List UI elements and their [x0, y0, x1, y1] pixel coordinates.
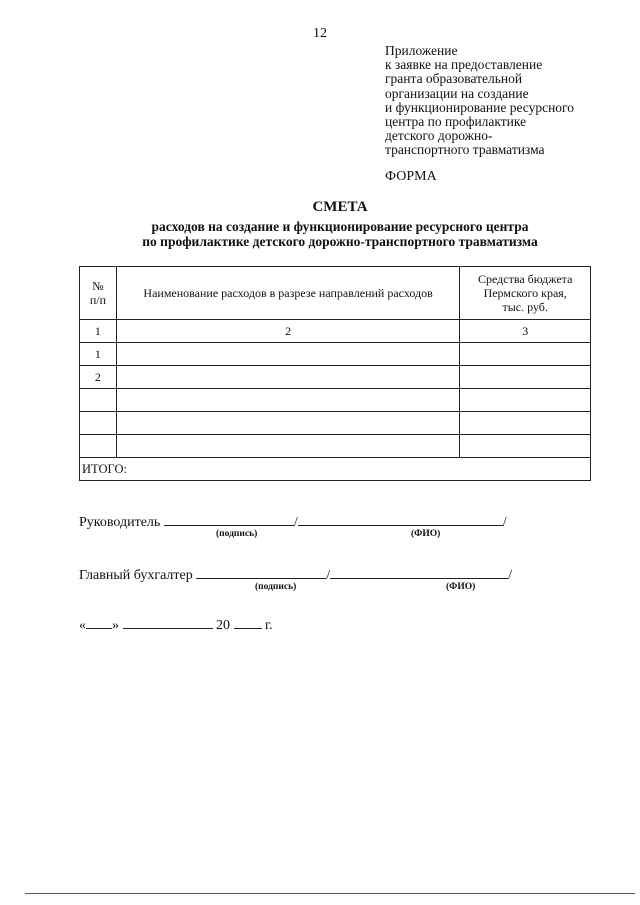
- table-row: [80, 435, 591, 458]
- table-row: [80, 389, 591, 412]
- head-name-field[interactable]: [298, 511, 503, 526]
- appendix-note: [385, 44, 625, 158]
- subtitle-line: по профилактике детского дорожно-транспортного травматизма: [142, 233, 538, 249]
- head-signature-line: [79, 511, 507, 531]
- appendix-line: центра по профилактике: [385, 114, 527, 130]
- table-index-row: [80, 320, 591, 343]
- appendix-line: транспортного травматизма: [385, 142, 545, 158]
- header-funds-line3: тыс. руб.: [502, 300, 548, 314]
- date-open-quote: «: [79, 618, 86, 633]
- accountant-sign-caption: (подпись): [255, 582, 297, 592]
- row-funds-cell: [460, 412, 591, 435]
- row-number-cell: 2: [80, 366, 117, 389]
- subtitle-line: расходов на создание и функционирование ресурсного центра: [151, 219, 529, 234]
- appendix-line: гранта образовательной: [385, 71, 523, 87]
- header-number-line1: №: [92, 279, 104, 293]
- row-name-cell: [116, 343, 460, 366]
- date-close-quote: »: [112, 618, 119, 633]
- accountant-signature-field[interactable]: [196, 564, 326, 579]
- header-funds-line2: Пермского края,: [483, 286, 567, 300]
- table-header-row: [80, 267, 591, 320]
- footer-rule: [25, 893, 635, 894]
- date-year-suffix: г.: [265, 618, 273, 633]
- date-month-field[interactable]: [123, 614, 213, 629]
- accountant-name-field[interactable]: [330, 564, 508, 579]
- header-expense-name: Наименование расходов в разрезе направлений расходов: [116, 267, 460, 320]
- estimate-table: [79, 266, 591, 481]
- index-cell: 3: [460, 320, 591, 343]
- index-cell: 2: [116, 320, 460, 343]
- date-line: [79, 614, 273, 634]
- slash: /: [502, 515, 507, 530]
- row-name-cell: [116, 435, 460, 458]
- head-label: Руководитель: [79, 515, 161, 530]
- row-number-cell: [80, 412, 117, 435]
- row-name-cell: [116, 412, 460, 435]
- row-funds-cell: [460, 435, 591, 458]
- row-name-cell: [116, 389, 460, 412]
- head-name-caption: (ФИО): [411, 529, 441, 539]
- header-funds-line1: Средства бюджета: [477, 272, 573, 286]
- table-row: [80, 366, 591, 389]
- index-cell: 1: [80, 320, 117, 343]
- row-number-cell: [80, 389, 117, 412]
- accountant-signature-line: [79, 564, 512, 584]
- document-subtitle: [0, 220, 640, 249]
- document-title: СМЕТА: [312, 199, 368, 215]
- row-funds-cell: [460, 389, 591, 412]
- slash: /: [508, 568, 513, 583]
- appendix-line: организации на создание: [385, 85, 529, 101]
- appendix-line: и функционирование ресурсного: [385, 99, 575, 115]
- row-number-cell: [80, 435, 117, 458]
- appendix-line: к заявке на предоставление: [385, 57, 543, 73]
- row-number-cell: 1: [80, 343, 117, 366]
- date-year-field[interactable]: [234, 614, 262, 629]
- row-funds-cell: [460, 366, 591, 389]
- row-name-cell: [116, 366, 460, 389]
- row-funds-cell: [460, 343, 591, 366]
- appendix-line: детского дорожно-: [385, 128, 493, 144]
- table-total-row: [80, 458, 591, 481]
- page-number: 12: [313, 26, 327, 41]
- header-number-line2: п/п: [89, 293, 107, 307]
- slash: /: [293, 515, 298, 530]
- head-signature-field[interactable]: [164, 511, 294, 526]
- form-label: ФОРМА: [385, 169, 437, 184]
- accountant-label: Главный бухгалтер: [79, 568, 193, 583]
- header-number: [80, 267, 117, 320]
- slash: /: [326, 568, 331, 583]
- appendix-line: Приложение: [385, 43, 458, 58]
- header-budget-funds: [460, 267, 591, 320]
- head-sign-caption: (подпись): [216, 529, 258, 539]
- accountant-name-caption: (ФИО): [446, 582, 476, 592]
- table-row: [80, 412, 591, 435]
- date-day-field[interactable]: [86, 614, 112, 629]
- table-row: [80, 343, 591, 366]
- total-label: ИТОГО:: [80, 458, 591, 481]
- date-year-prefix: 20: [216, 618, 230, 633]
